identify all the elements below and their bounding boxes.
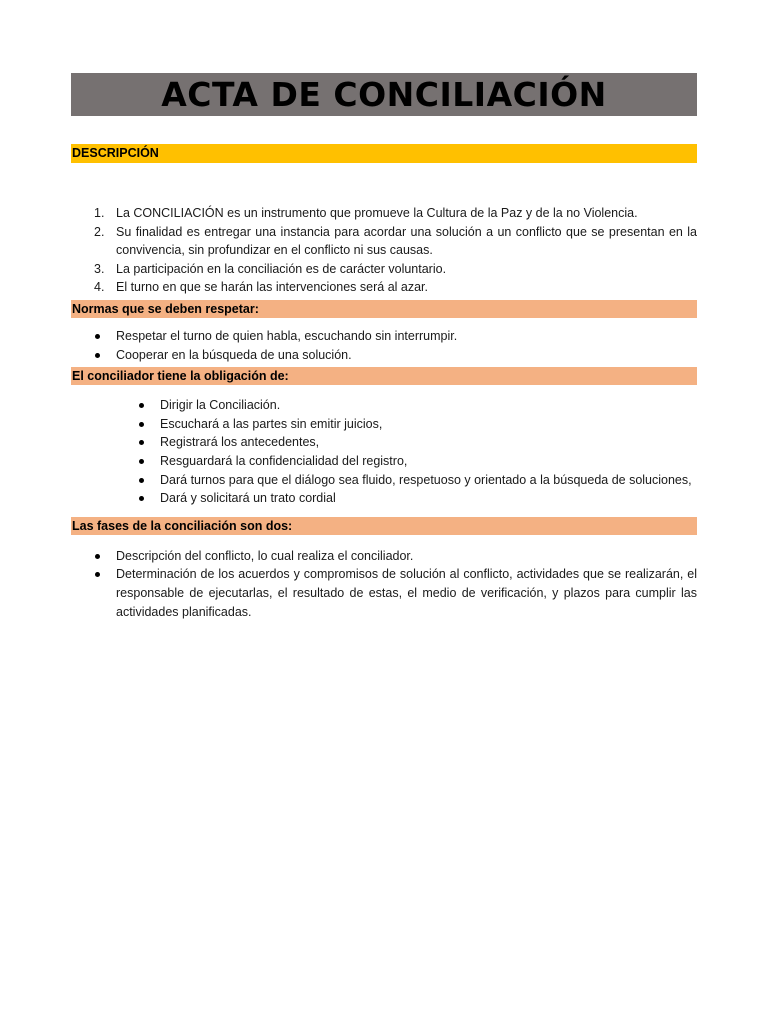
conciliador-list bbox=[71, 396, 697, 508]
normas-heading: Normas que se deben respetar: bbox=[71, 300, 697, 318]
list-number: 1. bbox=[94, 206, 105, 220]
bullet-icon bbox=[139, 440, 144, 445]
bullet-icon bbox=[139, 459, 144, 464]
bullet-icon bbox=[95, 334, 100, 339]
list-number: 2. bbox=[94, 224, 105, 239]
description-list bbox=[71, 204, 697, 297]
list-item: 4. El turno en que se harán las intervenciones será al azar. bbox=[71, 278, 697, 297]
list-item: Resguardará la confidencialidad del registro, bbox=[71, 452, 697, 471]
bullet-icon bbox=[139, 496, 144, 501]
bullet-icon bbox=[139, 422, 144, 427]
description-heading: DESCRIPCIÓN bbox=[71, 144, 697, 163]
conciliador-heading: El conciliador tiene la obligación de: bbox=[71, 367, 697, 385]
list-item: Determinación de los acuerdos y compromisos de solución al conflicto, actividades que se realizarán, el responsable de ejecutarlas, el resultado de estas, el medio de verificación, y plazos para cumplir las actividades planificadas. bbox=[71, 565, 697, 621]
fases-list bbox=[71, 547, 697, 621]
list-number: 4. bbox=[94, 280, 105, 295]
list-item: Escuchará a las partes sin emitir juicios, bbox=[71, 415, 697, 434]
bullet-icon bbox=[139, 478, 144, 483]
list-item: Registrará los antecedentes, bbox=[71, 433, 697, 452]
list-item: Cooperar en la búsqueda de una solución. bbox=[71, 346, 697, 365]
list-item: Descripción del conflicto, lo cual realiza el conciliador. bbox=[71, 547, 697, 566]
list-number: 3. bbox=[94, 261, 105, 276]
bullet-icon bbox=[139, 403, 144, 408]
list-item: Dará turnos para que el diálogo sea fluido, respetuoso y orientado a la búsqueda de soluciones, bbox=[71, 471, 697, 490]
title-bar bbox=[71, 73, 697, 116]
document-title: ACTA DE CONCILIACIÓN bbox=[161, 75, 607, 114]
bullet-icon bbox=[95, 572, 100, 577]
list-item: 1. La CONCILIACIÓN es un instrumento que promueve la Cultura de la Paz y de la no Violencia. bbox=[71, 204, 697, 223]
list-item: Dirigir la Conciliación. bbox=[71, 396, 697, 415]
list-item: Dará y solicitará un trato cordial bbox=[71, 489, 697, 508]
bullet-icon bbox=[95, 554, 100, 559]
normas-list bbox=[71, 327, 697, 364]
fases-heading: Las fases de la conciliación son dos: bbox=[71, 517, 697, 535]
document-page bbox=[71, 73, 697, 621]
list-item: 3. La participación en la conciliación es de carácter voluntario. bbox=[71, 260, 697, 279]
list-item: 2. Su finalidad es entregar una instancia para acordar una solución a un conflicto que se presentan en la convivencia, sin profundizar en el conflicto ni sus causas. bbox=[94, 224, 697, 258]
list-item: Respetar el turno de quien habla, escuchando sin interrumpir. bbox=[71, 327, 697, 346]
bullet-icon bbox=[95, 353, 100, 358]
